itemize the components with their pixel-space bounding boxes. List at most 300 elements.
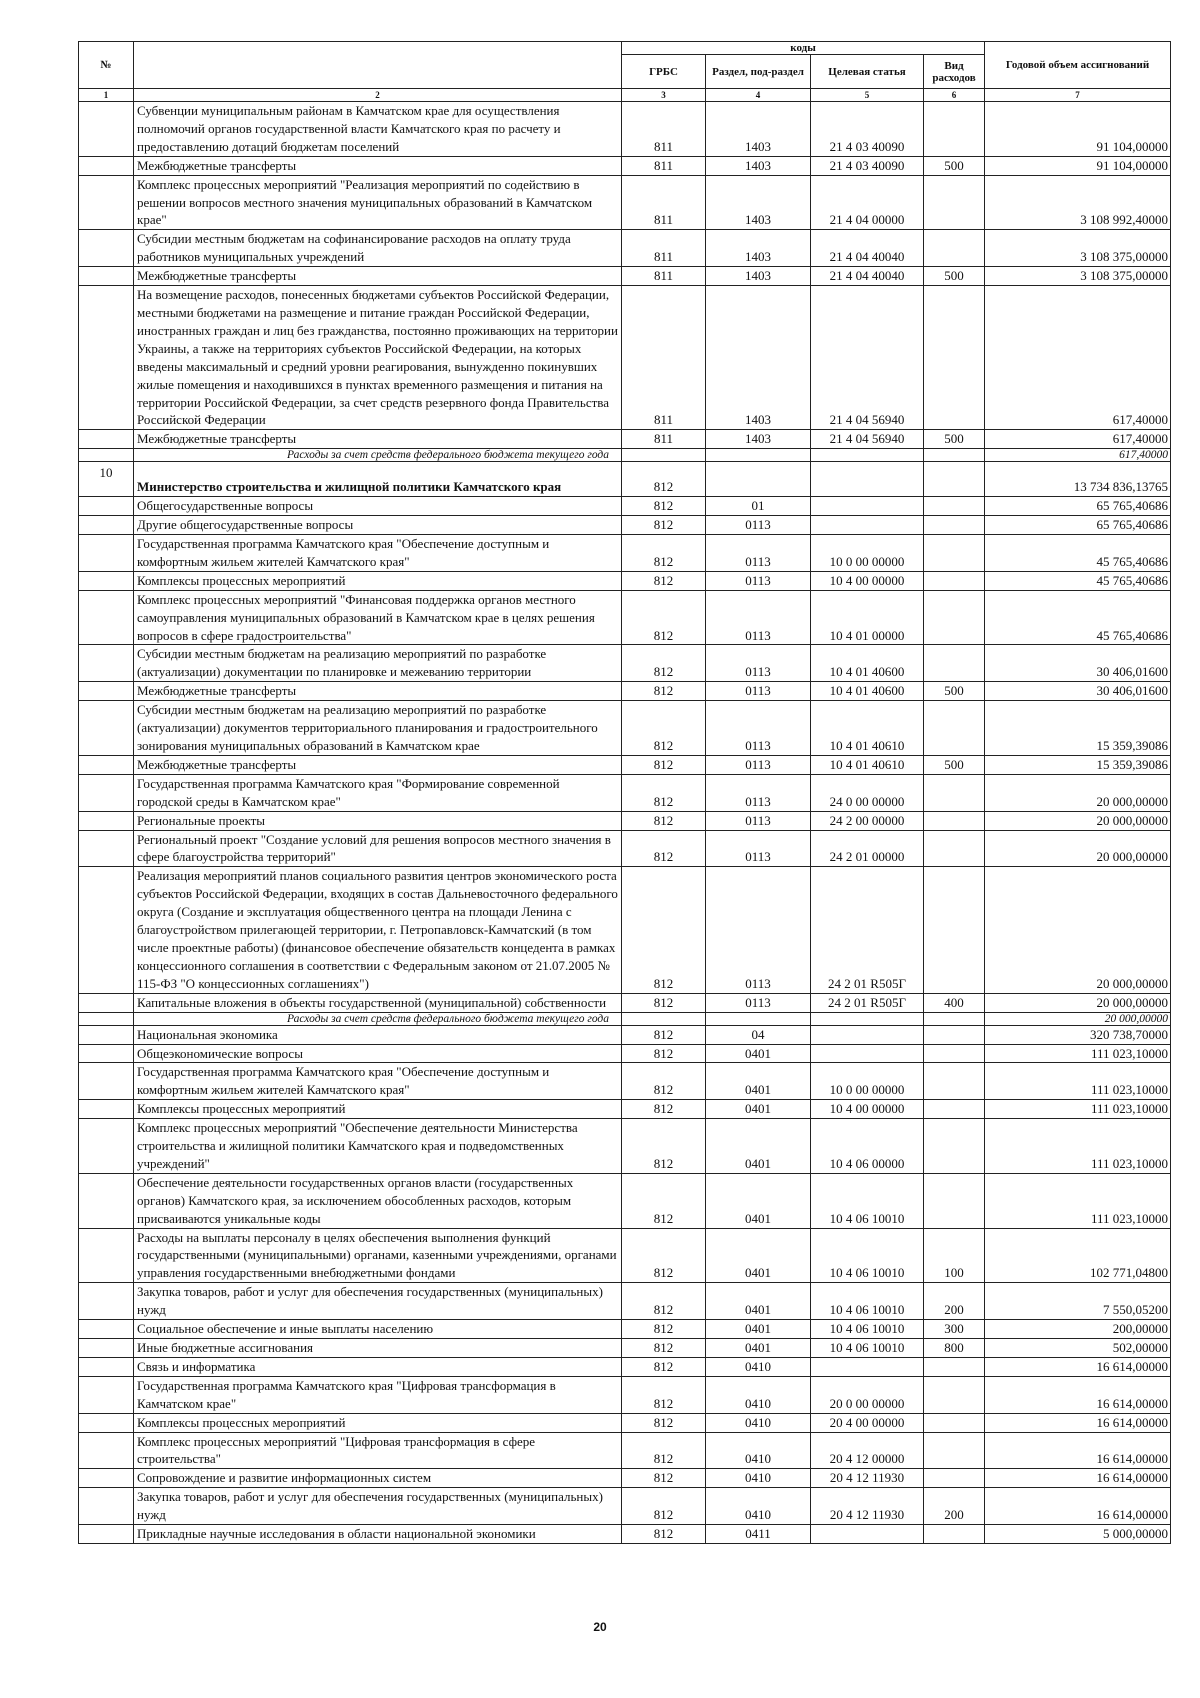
row-amount: 16 614,00000 [985, 1376, 1171, 1413]
row-section: 0113 [706, 701, 811, 756]
row-expense-type [924, 1063, 985, 1100]
row-expense-type: 800 [924, 1339, 985, 1358]
row-grbs: 812 [622, 1228, 706, 1283]
row-section: 0410 [706, 1357, 811, 1376]
row-target [811, 1025, 924, 1044]
row-amount: 3 108 375,00000 [985, 267, 1171, 286]
row-amount: 91 104,00000 [985, 156, 1171, 175]
row-grbs: 811 [622, 230, 706, 267]
row-section: 0411 [706, 1525, 811, 1544]
row-target: 24 2 00 00000 [811, 811, 924, 830]
row-target: 10 4 00 00000 [811, 1100, 924, 1119]
row-target [811, 462, 924, 497]
row-section: 0401 [706, 1119, 811, 1174]
table-row [79, 682, 1171, 701]
row-amount: 16 614,00000 [985, 1469, 1171, 1488]
row-expense-type [924, 774, 985, 811]
row-name: Межбюджетные трансферты [134, 267, 622, 286]
table-row [79, 571, 1171, 590]
row-number [79, 102, 134, 157]
table-row [79, 1525, 1171, 1544]
row-grbs: 812 [622, 701, 706, 756]
row-expense-type [924, 286, 985, 430]
row-target: 10 4 01 40600 [811, 645, 924, 682]
row-grbs: 812 [622, 497, 706, 516]
row-amount: 111 023,10000 [985, 1100, 1171, 1119]
row-grbs: 812 [622, 1413, 706, 1432]
table-row [79, 590, 1171, 645]
row-expense-type [924, 516, 985, 535]
row-target: 24 2 01 00000 [811, 830, 924, 867]
row-grbs: 812 [622, 1376, 706, 1413]
row-section: 0113 [706, 755, 811, 774]
row-number [79, 1525, 134, 1544]
table-row [79, 286, 1171, 430]
column-number: 3 [622, 89, 706, 102]
row-name: Иные бюджетные ассигнования [134, 1339, 622, 1358]
row-expense-type: 500 [924, 430, 985, 449]
table-row [79, 830, 1171, 867]
row-grbs: 812 [622, 830, 706, 867]
row-amount: 65 765,40686 [985, 516, 1171, 535]
table-row [79, 230, 1171, 267]
row-target: 21 4 04 00000 [811, 175, 924, 230]
row-expense-type [924, 449, 985, 462]
table-row [79, 497, 1171, 516]
row-amount: 45 765,40686 [985, 535, 1171, 572]
row-amount: 16 614,00000 [985, 1432, 1171, 1469]
row-section: 0410 [706, 1413, 811, 1432]
row-amount: 16 614,00000 [985, 1488, 1171, 1525]
row-name: Комплекс процессных мероприятий "Реализация мероприятий по содействию в решении вопросов местного значения муниципальных образований в Камчатском крае" [134, 175, 622, 230]
row-target: 10 4 06 10010 [811, 1339, 924, 1358]
row-amount: 20 000,00000 [985, 867, 1171, 993]
row-expense-type: 500 [924, 682, 985, 701]
row-expense-type [924, 102, 985, 157]
row-expense-type: 500 [924, 267, 985, 286]
row-expense-type [924, 1469, 985, 1488]
table-row [79, 1228, 1171, 1283]
row-target: 10 4 00 00000 [811, 571, 924, 590]
column-number: 4 [706, 89, 811, 102]
row-name: Субсидии местным бюджетам на реализацию мероприятий по разработке (актуализации) документов территориального планирования и градостроительного зонирования муниципальных образований в Камчатском крае [134, 701, 622, 756]
row-grbs: 811 [622, 430, 706, 449]
row-target: 21 4 04 56940 [811, 286, 924, 430]
row-number [79, 516, 134, 535]
row-amount: 45 765,40686 [985, 571, 1171, 590]
row-name: Другие общегосударственные вопросы [134, 516, 622, 535]
row-amount: 3 108 992,40000 [985, 175, 1171, 230]
row-target: 20 0 00 00000 [811, 1376, 924, 1413]
row-name: Министерство строительства и жилищной политики Камчатского края [134, 462, 622, 497]
row-grbs: 812 [622, 867, 706, 993]
row-grbs: 812 [622, 590, 706, 645]
row-section: 0113 [706, 867, 811, 993]
row-amount: 20 000,00000 [985, 811, 1171, 830]
row-grbs: 812 [622, 1044, 706, 1063]
row-expense-type [924, 497, 985, 516]
row-name: Государственная программа Камчатского края "Обеспечение доступным и комфортным жильем жителей Камчатского края" [134, 535, 622, 572]
table-row [79, 1063, 1171, 1100]
row-amount: 617,40000 [985, 286, 1171, 430]
row-grbs: 812 [622, 1100, 706, 1119]
row-section: 0113 [706, 535, 811, 572]
row-grbs: 812 [622, 1119, 706, 1174]
row-expense-type [924, 701, 985, 756]
row-name: Закупка товаров, работ и услуг для обеспечения государственных (муниципальных) нужд [134, 1488, 622, 1525]
row-amount: 15 359,39086 [985, 701, 1171, 756]
row-number [79, 811, 134, 830]
row-name: Общеэкономические вопросы [134, 1044, 622, 1063]
row-number [79, 497, 134, 516]
header-name [134, 42, 622, 89]
row-grbs: 812 [622, 755, 706, 774]
row-number [79, 1488, 134, 1525]
table-row [79, 1488, 1171, 1525]
row-number [79, 1339, 134, 1358]
row-target: 10 4 06 10010 [811, 1173, 924, 1228]
row-number [79, 1025, 134, 1044]
row-amount: 102 771,04800 [985, 1228, 1171, 1283]
table-row [79, 267, 1171, 286]
row-grbs: 812 [622, 1063, 706, 1100]
page-number: 20 [593, 1620, 607, 1634]
row-grbs: 812 [622, 1357, 706, 1376]
row-expense-type [924, 1357, 985, 1376]
table-row [79, 535, 1171, 572]
row-name: Региональный проект "Создание условий для решения вопросов местного значения в сфере благоустройства территорий" [134, 830, 622, 867]
row-name: Национальная экономика [134, 1025, 622, 1044]
row-grbs: 812 [622, 535, 706, 572]
row-target: 10 0 00 00000 [811, 1063, 924, 1100]
row-amount: 111 023,10000 [985, 1044, 1171, 1063]
row-amount: 200,00000 [985, 1320, 1171, 1339]
row-name: Государственная программа Камчатского края "Цифровая трансформация в Камчатском крае" [134, 1376, 622, 1413]
row-number [79, 1012, 134, 1025]
table-row [79, 993, 1171, 1012]
row-expense-type [924, 830, 985, 867]
row-amount: 7 550,05200 [985, 1283, 1171, 1320]
header-no: № [79, 42, 134, 89]
row-expense-type [924, 462, 985, 497]
row-section: 0401 [706, 1320, 811, 1339]
row-section: 0401 [706, 1044, 811, 1063]
row-name: Связь и информатика [134, 1357, 622, 1376]
row-section: 0410 [706, 1376, 811, 1413]
federal-subtotal-row [79, 449, 1171, 462]
row-grbs: 812 [622, 993, 706, 1012]
row-target [811, 497, 924, 516]
row-target: 10 4 06 10010 [811, 1228, 924, 1283]
row-grbs: 812 [622, 462, 706, 497]
row-number [79, 830, 134, 867]
row-section: 0401 [706, 1173, 811, 1228]
row-target: 24 2 01 R505Г [811, 993, 924, 1012]
row-amount: 91 104,00000 [985, 102, 1171, 157]
row-name: Социальное обеспечение и иные выплаты населению [134, 1320, 622, 1339]
row-section: 0113 [706, 830, 811, 867]
row-name: Государственная программа Камчатского края "Обеспечение доступным и комфортным жильем жителей Камчатского края" [134, 1063, 622, 1100]
row-name: Межбюджетные трансферты [134, 682, 622, 701]
row-number [79, 1119, 134, 1174]
row-name: Межбюджетные трансферты [134, 755, 622, 774]
column-number: 5 [811, 89, 924, 102]
row-target: 10 4 01 00000 [811, 590, 924, 645]
table-row [79, 1376, 1171, 1413]
row-section: 0401 [706, 1283, 811, 1320]
row-name: Государственная программа Камчатского края "Формирование современной городской среды в Камчатском крае" [134, 774, 622, 811]
row-target: 10 4 06 00000 [811, 1119, 924, 1174]
row-section: 0401 [706, 1063, 811, 1100]
row-name: Общегосударственные вопросы [134, 497, 622, 516]
row-grbs: 812 [622, 516, 706, 535]
table-row [79, 867, 1171, 993]
row-grbs: 812 [622, 1339, 706, 1358]
row-amount: 20 000,00000 [985, 774, 1171, 811]
federal-subtotal-row [79, 1012, 1171, 1025]
row-section: 0401 [706, 1339, 811, 1358]
budget-document [78, 41, 1170, 1544]
row-grbs: 812 [622, 1025, 706, 1044]
row-grbs: 811 [622, 175, 706, 230]
table-row [79, 1339, 1171, 1358]
row-section: 0401 [706, 1100, 811, 1119]
row-number [79, 1044, 134, 1063]
row-amount: 617,40000 [985, 449, 1171, 462]
row-expense-type [924, 1100, 985, 1119]
row-target: 21 4 04 40040 [811, 230, 924, 267]
row-expense-type [924, 230, 985, 267]
row-grbs: 812 [622, 1488, 706, 1525]
row-name: Закупка товаров, работ и услуг для обеспечения государственных (муниципальных) нужд [134, 1283, 622, 1320]
row-section: 0410 [706, 1432, 811, 1469]
column-numbers-row [79, 89, 1171, 102]
row-number [79, 1173, 134, 1228]
row-grbs: 811 [622, 102, 706, 157]
row-expense-type [924, 1044, 985, 1063]
row-name: Расходы за счет средств федерального бюджета текущего года [134, 1012, 622, 1025]
row-number [79, 1469, 134, 1488]
table-row [79, 1432, 1171, 1469]
row-expense-type: 100 [924, 1228, 985, 1283]
header-amount: Годовой объем ассигнований [985, 42, 1171, 89]
row-expense-type: 300 [924, 1320, 985, 1339]
row-expense-type [924, 811, 985, 830]
row-expense-type: 500 [924, 755, 985, 774]
row-grbs: 812 [622, 682, 706, 701]
row-amount: 13 734 836,13765 [985, 462, 1171, 497]
row-number: 10 [79, 462, 134, 497]
table-row [79, 755, 1171, 774]
row-target: 20 4 12 11930 [811, 1488, 924, 1525]
row-section: 1403 [706, 156, 811, 175]
row-section: 0113 [706, 645, 811, 682]
table-row [79, 1044, 1171, 1063]
row-section: 1403 [706, 230, 811, 267]
row-name: Расходы за счет средств федерального бюджета текущего года [134, 449, 622, 462]
row-number [79, 175, 134, 230]
table-row [79, 701, 1171, 756]
row-grbs: 812 [622, 571, 706, 590]
row-expense-type [924, 867, 985, 993]
row-name: Реализация мероприятий планов социального развития центров экономического роста субъектов Российской Федерации, входящих в состав Дальневосточного федерального округа (Создание и эксплуатация общественного центра на площади Ленина с благоустройством прилегающей территории, г. Петропавловск-Камчатский (в том числе проектные работы) (финансовое обеспечение обязательств концедента в рамках концессионного соглашения в соответствии с Федеральным законом от 21.07.2005 № 115-ФЗ "О концессионных соглашениях") [134, 867, 622, 993]
row-amount: 111 023,10000 [985, 1173, 1171, 1228]
row-amount: 617,40000 [985, 430, 1171, 449]
row-target [811, 1357, 924, 1376]
row-section: 04 [706, 1025, 811, 1044]
row-target: 21 4 03 40090 [811, 102, 924, 157]
row-number [79, 535, 134, 572]
row-number [79, 867, 134, 993]
table-row [79, 1320, 1171, 1339]
row-amount: 20 000,00000 [985, 1012, 1171, 1025]
column-number: 6 [924, 89, 985, 102]
row-section: 0410 [706, 1488, 811, 1525]
table-row [79, 645, 1171, 682]
row-section: 1403 [706, 286, 811, 430]
row-name: Обеспечение деятельности государственных органов власти (государственных органов) Камчатского края, за исключением обособленных расходов, которым присваиваются уникальные коды [134, 1173, 622, 1228]
row-amount: 16 614,00000 [985, 1413, 1171, 1432]
table-row [79, 156, 1171, 175]
row-target: 10 0 00 00000 [811, 535, 924, 572]
row-grbs: 812 [622, 1173, 706, 1228]
row-grbs: 812 [622, 1469, 706, 1488]
row-amount: 3 108 375,00000 [985, 230, 1171, 267]
header-section: Раздел, под-раздел [706, 55, 811, 89]
row-amount: 15 359,39086 [985, 755, 1171, 774]
row-section: 0113 [706, 571, 811, 590]
row-section [706, 449, 811, 462]
table-row [79, 1025, 1171, 1044]
row-section: 01 [706, 497, 811, 516]
row-name: Прикладные научные исследования в области национальной экономики [134, 1525, 622, 1544]
row-name: Субсидии местным бюджетам на софинансирование расходов на оплату труда работников муниципальных учреждений [134, 230, 622, 267]
row-number [79, 449, 134, 462]
row-expense-type: 200 [924, 1283, 985, 1320]
table-row [79, 175, 1171, 230]
row-grbs: 812 [622, 645, 706, 682]
row-amount: 111 023,10000 [985, 1119, 1171, 1174]
row-amount: 320 738,70000 [985, 1025, 1171, 1044]
header-expense-type: Вид расходов [924, 55, 985, 89]
row-expense-type [924, 1376, 985, 1413]
row-grbs: 812 [622, 1432, 706, 1469]
row-name: Комплексы процессных мероприятий [134, 1413, 622, 1432]
row-grbs [622, 449, 706, 462]
row-name: Комплексы процессных мероприятий [134, 571, 622, 590]
row-number [79, 430, 134, 449]
row-target: 10 4 01 40600 [811, 682, 924, 701]
row-amount: 5 000,00000 [985, 1525, 1171, 1544]
row-name: Межбюджетные трансферты [134, 156, 622, 175]
row-section: 1403 [706, 102, 811, 157]
row-section: 0113 [706, 993, 811, 1012]
row-target [811, 516, 924, 535]
row-target: 20 4 12 00000 [811, 1432, 924, 1469]
table-body [79, 102, 1171, 1544]
row-section: 0113 [706, 682, 811, 701]
column-number: 2 [134, 89, 622, 102]
row-expense-type [924, 1413, 985, 1432]
row-target [811, 1012, 924, 1025]
row-section [706, 462, 811, 497]
row-name: На возмещение расходов, понесенных бюджетами субъектов Российской Федерации, местными бюджетами на размещение и питание граждан Российской Федерации, иностранных граждан и лиц без гражданства, постоянно проживающих на территории Украины, а также на территориях субъектов Российской Федерации, на которых введены максимальный и средний уровни реагирования, вынужденно покинувших жилые помещения и находившихся в пунктах временного размещения и питания на территории Российской Федерации, за счет средств резервного фонда Правительства Российской Федерации [134, 286, 622, 430]
row-section: 1403 [706, 430, 811, 449]
row-amount: 502,00000 [985, 1339, 1171, 1358]
row-name: Расходы на выплаты персоналу в целях обеспечения выполнения функций государственными (муниципальными) органами, казенными учреждениями, органами управления государственными внебюджетными фондами [134, 1228, 622, 1283]
row-amount: 45 765,40686 [985, 590, 1171, 645]
column-number: 7 [985, 89, 1171, 102]
row-section: 1403 [706, 175, 811, 230]
row-number [79, 755, 134, 774]
row-expense-type: 200 [924, 1488, 985, 1525]
row-number [79, 1283, 134, 1320]
row-name: Субвенции муниципальным районам в Камчатском крае для осуществления полномочий органов государственной власти Камчатского края по расчету и предоставлению дотаций бюджетам поселений [134, 102, 622, 157]
row-number [79, 1432, 134, 1469]
row-name: Субсидии местным бюджетам на реализацию мероприятий по разработке (актуализации) документации по планировке и межеванию территории [134, 645, 622, 682]
row-grbs: 812 [622, 1283, 706, 1320]
row-target: 24 2 01 R505Г [811, 867, 924, 993]
row-number [79, 1413, 134, 1432]
row-target: 10 4 06 10010 [811, 1283, 924, 1320]
row-name: Межбюджетные трансферты [134, 430, 622, 449]
row-amount: 20 000,00000 [985, 993, 1171, 1012]
row-name: Комплекс процессных мероприятий "Обеспечение деятельности Министерства строительства и жилищной политики Камчатского края и подведомственных учреждений" [134, 1119, 622, 1174]
row-expense-type [924, 535, 985, 572]
row-number [79, 590, 134, 645]
row-number [79, 156, 134, 175]
table-row [79, 811, 1171, 830]
row-number [79, 774, 134, 811]
row-target: 21 4 03 40090 [811, 156, 924, 175]
table-row [79, 462, 1171, 497]
header-grbs: ГРБС [622, 55, 706, 89]
table-row [79, 774, 1171, 811]
row-amount: 65 765,40686 [985, 497, 1171, 516]
row-number [79, 267, 134, 286]
row-expense-type [924, 1173, 985, 1228]
row-number [79, 1228, 134, 1283]
row-number [79, 286, 134, 430]
header-codes: коды [622, 42, 985, 55]
row-expense-type [924, 1025, 985, 1044]
row-name: Сопровождение и развитие информационных систем [134, 1469, 622, 1488]
table-row [79, 102, 1171, 157]
row-name: Комплекс процессных мероприятий "Цифровая трансформация в сфере строительства" [134, 1432, 622, 1469]
row-target [811, 449, 924, 462]
table-row [79, 1469, 1171, 1488]
row-amount: 20 000,00000 [985, 830, 1171, 867]
row-number [79, 1320, 134, 1339]
row-grbs: 812 [622, 774, 706, 811]
row-grbs: 811 [622, 156, 706, 175]
table-row [79, 1357, 1171, 1376]
row-expense-type [924, 1432, 985, 1469]
row-section: 0113 [706, 811, 811, 830]
row-amount: 111 023,10000 [985, 1063, 1171, 1100]
row-expense-type [924, 175, 985, 230]
row-target: 21 4 04 40040 [811, 267, 924, 286]
row-target: 24 0 00 00000 [811, 774, 924, 811]
row-name: Комплексы процессных мероприятий [134, 1100, 622, 1119]
row-number [79, 1376, 134, 1413]
row-amount: 16 614,00000 [985, 1357, 1171, 1376]
row-expense-type: 500 [924, 156, 985, 175]
row-target: 10 4 01 40610 [811, 701, 924, 756]
row-expense-type [924, 1525, 985, 1544]
row-number [79, 1063, 134, 1100]
row-target [811, 1525, 924, 1544]
